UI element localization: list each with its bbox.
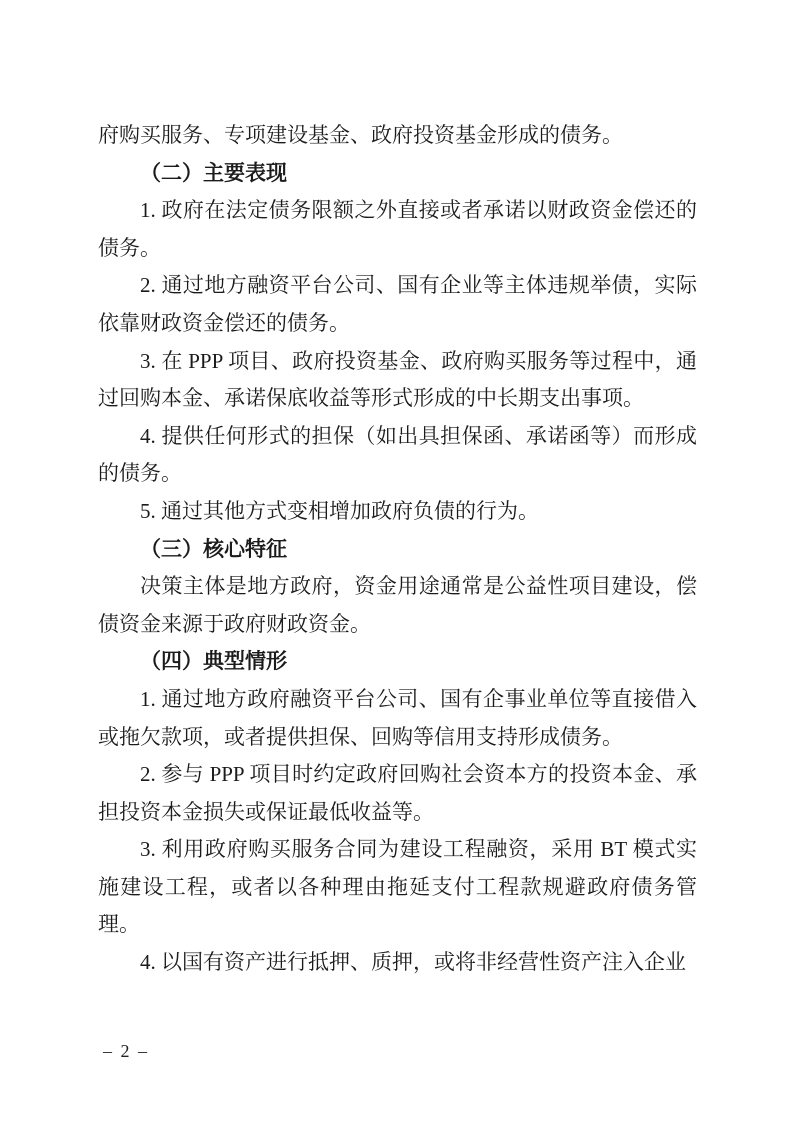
- body-paragraph: 2. 通过地方融资平台公司、国有企业等主体违规举债，实际依靠财政资金偿还的债务。: [98, 273, 697, 335]
- body-paragraph: 4. 以国有资产进行抵押、质押，或将非经营性资产注入企业: [140, 950, 686, 975]
- page-number: – 2 –: [103, 1041, 149, 1061]
- section-heading: （三）核心特征: [140, 536, 287, 561]
- body-paragraph: 2. 参与 PPP 项目时约定政府回购社会资本方的投资本金、承担投资本金损失或保证最低收益等。: [98, 762, 697, 824]
- document-body: [98, 117, 697, 982]
- body-paragraph: 5. 通过其他方式变相增加政府负债的行为。: [140, 498, 539, 523]
- body-paragraph: 3. 利用政府购买服务合同为建设工程融资，采用 BT 模式实施建设工程，或者以各种理由拖延支付工程款规避政府债务管理。: [98, 837, 697, 937]
- body-paragraph: 1. 通过地方政府融资平台公司、国有企事业单位等直接借入或拖欠款项，或者提供担保、回购等信用支持形成债务。: [98, 686, 697, 749]
- section-heading: （四）典型情形: [140, 649, 287, 674]
- body-paragraph: 决策主体是地方政府，资金用途通常是公益性项目建设，偿债资金来源于政府财政资金。: [98, 574, 697, 636]
- body-paragraph: 4. 提供任何形式的担保（如出具担保函、承诺函等）而形成的债务。: [98, 423, 697, 486]
- body-paragraph: 3. 在 PPP 项目、政府投资基金、政府购买服务等过程中，通过回购本金、承诺保底收益等形式形成的中长期支出事项。: [98, 348, 697, 411]
- section-heading: （二）主要表现: [140, 160, 287, 185]
- body-paragraph: 1. 政府在法定债务限额之外直接或者承诺以财政资金偿还的债务。: [98, 198, 697, 260]
- body-paragraph: 府购买服务、专项建设基金、政府投资基金形成的债务。: [98, 123, 623, 147]
